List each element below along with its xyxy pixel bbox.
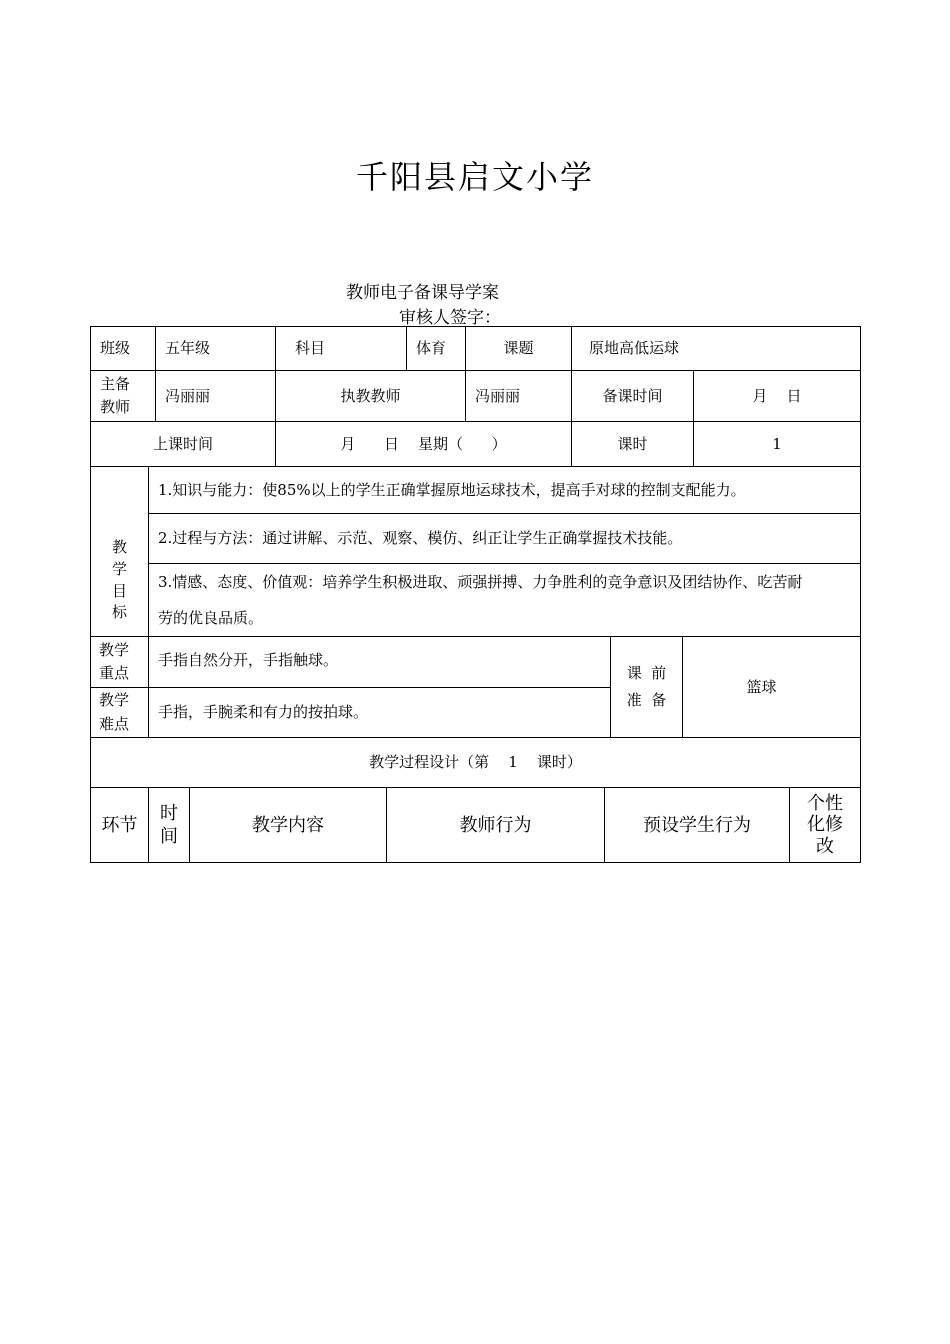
goal-process: 2.过程与方法：通过讲解、示范、观察、模仿、纠正让学生正确掌握技术技能。 bbox=[148, 513, 861, 564]
goal-emotion bbox=[148, 563, 861, 637]
difficulties-value: 手指，手腕柔和有力的按拍球。 bbox=[148, 687, 611, 738]
school-name: 千阳县启文小学 bbox=[355, 158, 594, 196]
lead-teacher-value: 冯丽丽 bbox=[155, 370, 276, 422]
class-time-label: 上课时间 bbox=[90, 421, 276, 467]
periods-label: 课时 bbox=[571, 421, 694, 467]
prep-time-value: 月 日 bbox=[693, 370, 861, 422]
exec-teacher-label: 执教教师 bbox=[275, 370, 466, 422]
topic-label: 课题 bbox=[465, 326, 572, 371]
subject-value: 体育 bbox=[406, 326, 466, 371]
key-points-value: 手指自然分开，手指触球。 bbox=[148, 636, 611, 688]
goal-emotion-line2: 劳的优良品质。 bbox=[158, 609, 264, 627]
goals-label-char-4: 标 bbox=[111, 603, 127, 622]
header-custom-line3: 改 bbox=[816, 835, 834, 857]
key-points-label-line1: 教学 bbox=[99, 640, 130, 659]
reviewer-signature-label: 审核人签字： bbox=[399, 308, 501, 328]
header-content: 教学内容 bbox=[189, 787, 387, 863]
goal-emotion-line1: 3.情感、态度、价值观：培养学生积极进取、顽强拼搏、力争胜利的竞争意识及团结协作、吃苦耐 bbox=[158, 573, 803, 591]
key-points-label bbox=[90, 636, 149, 688]
header-time-line2: 间 bbox=[160, 826, 178, 847]
preparation-label bbox=[610, 636, 683, 738]
lead-teacher-label bbox=[90, 370, 156, 422]
header-custom-line1: 个性 bbox=[807, 792, 843, 814]
header-time bbox=[148, 787, 190, 863]
teaching-goals-label bbox=[90, 466, 149, 637]
difficulties-label-line1: 教学 bbox=[99, 691, 130, 710]
preparation-label-line2: 准 备 bbox=[626, 691, 667, 709]
class-value: 五年级 bbox=[155, 326, 276, 371]
header-segment: 环节 bbox=[90, 787, 149, 863]
goals-label-char-2: 学 bbox=[111, 559, 127, 578]
key-points-label-line2: 重点 bbox=[99, 664, 130, 682]
class-time-value: 月 日 星期（ ） bbox=[275, 421, 572, 467]
process-design-title: 教学过程设计（第 1 课时） bbox=[90, 737, 861, 788]
periods-value: 1 bbox=[693, 421, 861, 467]
goals-label-char-1: 教 bbox=[111, 538, 127, 556]
preparation-value: 篮球 bbox=[682, 636, 861, 738]
header-time-line1: 时 bbox=[160, 802, 178, 824]
preparation-label-line1: 课 前 bbox=[626, 664, 667, 682]
lead-teacher-label-line2: 教师 bbox=[100, 398, 131, 416]
header-custom-line2: 化修 bbox=[807, 814, 843, 836]
class-label: 班级 bbox=[90, 326, 156, 371]
difficulties-label bbox=[90, 687, 149, 738]
difficulties-label-line2: 难点 bbox=[99, 714, 130, 733]
topic-value: 原地高低运球 bbox=[571, 326, 861, 371]
header-teacher-behavior: 教师行为 bbox=[386, 787, 605, 863]
goal-knowledge: 1.知识与能力：使85%以上的学生正确掌握原地运球技术，提高手对球的控制支配能力。 bbox=[148, 466, 861, 514]
lead-teacher-label-line1: 主备 bbox=[100, 374, 131, 393]
subject-label: 科目 bbox=[275, 326, 407, 371]
exec-teacher-value: 冯丽丽 bbox=[465, 370, 572, 422]
goals-label-char-3: 目 bbox=[111, 581, 127, 600]
header-student-behavior: 预设学生行为 bbox=[604, 787, 790, 863]
doc-title: 教师电子备课导学案 bbox=[346, 283, 499, 303]
header-customization bbox=[789, 787, 861, 863]
prep-time-label: 备课时间 bbox=[571, 370, 694, 422]
